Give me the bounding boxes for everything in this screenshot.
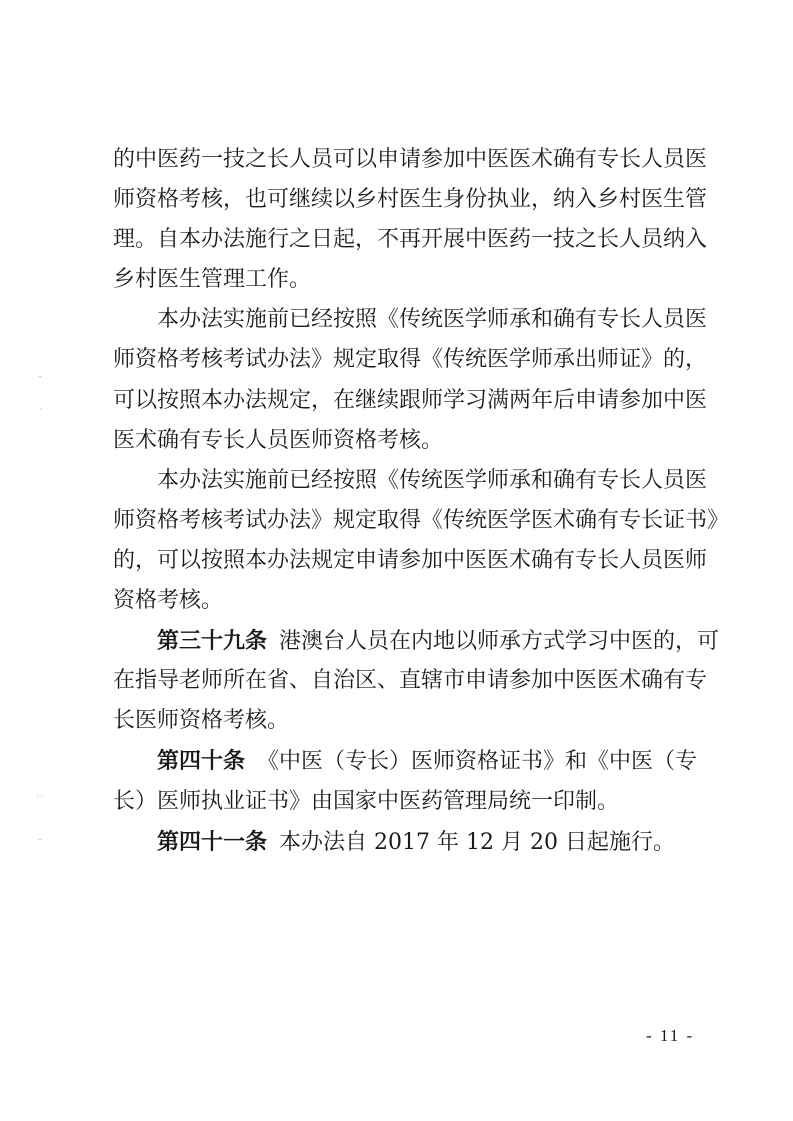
binding-hole-mark: ' '	[37, 794, 43, 801]
article-41-text: 本办法自 2017 年 12 月 20 日起施行。	[279, 829, 675, 855]
text-line: 医术确有专长人员医师资格考核。	[113, 427, 444, 453]
article-40-text: 《中医（专长）医师资格证书》和《中医（专	[257, 749, 698, 775]
text-line: 长）医师执业证书》由国家中医药管理局统一印制。	[113, 788, 620, 814]
text-line: 长医师资格考核。	[113, 708, 290, 734]
article-41-heading: 第四十一条	[157, 828, 268, 855]
text-line: 乡村医生管理工作。	[113, 267, 312, 293]
text-line: 的，可以按照本办法规定申请参加中医医术确有专长人员医师	[113, 547, 708, 573]
text-line: 在指导老师所在省、自治区、直辖市申请参加中医医术确有专	[113, 668, 708, 694]
text-line: 的中医药一技之长人员可以申请参加中医医术确有专长人员医	[113, 147, 708, 172]
text-line: 本办法实施前已经按照《传统医学师承和确有专长人员医	[157, 307, 708, 333]
article-39-line	[113, 621, 720, 661]
text-line: 师资格考核考试办法》规定取得《传统医学师承出师证》的，	[113, 347, 708, 373]
text-line: 师资格考核考试办法》规定取得《传统医学医术确有专长证书》	[113, 507, 730, 533]
text-line: 理。自本办法施行之日起，不再开展中医药一技之长人员纳入	[113, 227, 708, 253]
article-40-line	[113, 741, 698, 781]
article-39-text: 港澳台人员在内地以师承方式学习中医的，可	[279, 629, 720, 655]
page-number: - 11 -	[646, 1026, 695, 1045]
text-line: 可以按照本办法规定，在继续跟师学习满两年后申请参加中医	[113, 387, 708, 413]
text-line: 资格考核。	[113, 588, 224, 614]
document-body	[113, 140, 730, 862]
binding-hole-mark: '	[40, 407, 42, 414]
text-line: 本办法实施前已经按照《传统医学师承和确有专长人员医	[157, 467, 708, 493]
article-41-line	[113, 822, 698, 862]
text-line: 师资格考核，也可继续以乡村医生身份执业，纳入乡村医生管	[113, 187, 708, 213]
article-39-heading: 第三十九条	[157, 628, 268, 655]
binding-hole-mark: ,,	[38, 835, 42, 842]
article-40-heading: 第四十条	[157, 748, 246, 775]
binding-hole-mark: ,,	[38, 372, 42, 379]
